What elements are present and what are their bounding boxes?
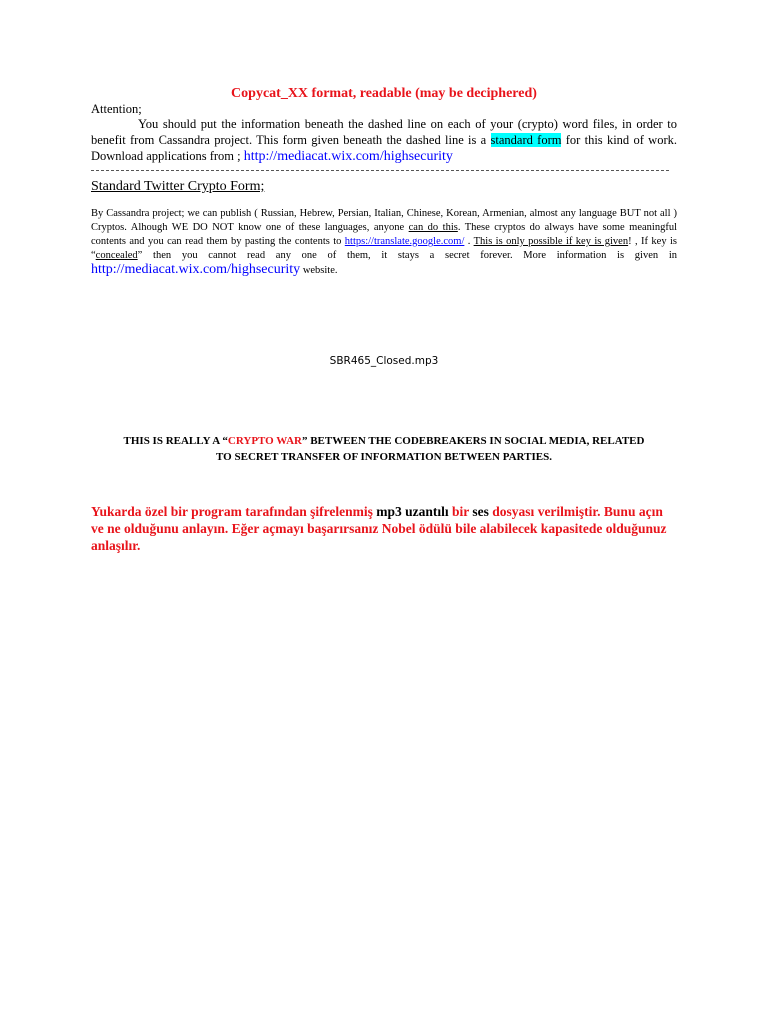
download-link[interactable]: http://mediacat.wix.com/highsecurity xyxy=(243,149,453,164)
document-title: Copycat_XX format, readable (may be deciphered) xyxy=(231,86,537,101)
can-do-this-text: can do this xyxy=(408,222,458,233)
intro-text-b: for this kind of work. Download applications from ; xyxy=(91,133,677,163)
cassandra-text-b: . These cryptos do always have some meaningful contents and you can read them by pasting the contents to xyxy=(91,222,677,247)
cassandra-text-e: ” then you cannot read any one of them, it stays a secret forever. More information is given in xyxy=(137,250,677,261)
war-text-before: THIS IS REALLY A “ xyxy=(123,435,228,447)
cassandra-text-d: ! , If key is “ xyxy=(91,236,678,261)
key-given-text: This is only possible if key is given xyxy=(473,236,629,247)
turkish-text-a: Yukarda özel bir program tarafından şifrelenmiş xyxy=(91,504,377,519)
war-text-after: ” BETWEEN THE CODEBREAKERS IN SOCIAL MEDIA, RELATED TO SECRET TRANSFER OF INFORMATION BETWEEN PARTIES. xyxy=(216,435,645,463)
crypto-war-highlight: CRYPTO WAR xyxy=(227,435,302,447)
intro-text-a: You should put the information beneath the dashed line on each of your (crypto) word files, in order to benefit from Cassandra project. This form given beneath the dashed line is a xyxy=(91,117,677,147)
cassandra-text-a: By Cassandra project; we can publish ( Russian, Hebrew, Persian, Italian, Chinese, Korean, Armenian, almost any language BUT not all ) Cryptos. Alhough WE DO NOT know one of these languages, anyone xyxy=(91,208,677,233)
turkish-paragraph xyxy=(91,503,677,554)
crypto-war-notice xyxy=(120,433,648,465)
attachment-filename: SBR465_Closed.mp3 xyxy=(329,355,439,367)
cassandra-text-f: website. xyxy=(300,265,338,276)
standard-form-highlight: standard form xyxy=(490,133,562,147)
cassandra-text-c: . xyxy=(464,236,474,247)
turkish-text-e: dosyası verilmiştir. Bunu açın ve ne olduğunu anlayın. Eğer açmayı başarırsanız Nobel ödülü bile alabilecek kapasitede olduğunuz anlaşılır. xyxy=(91,504,667,553)
dashed-divider xyxy=(91,170,669,171)
turkish-text-c: bir xyxy=(448,504,473,519)
intro-paragraph xyxy=(91,116,677,165)
ses-text: ses xyxy=(472,504,489,519)
cassandra-paragraph xyxy=(91,207,677,278)
concealed-text: concealed xyxy=(95,250,138,261)
attention-label: Attention; xyxy=(91,102,142,116)
highsecurity-link[interactable]: http://mediacat.wix.com/highsecurity xyxy=(91,262,301,277)
translate-link[interactable]: https://translate.google.com/ xyxy=(344,236,465,247)
mp3-extension-text: mp3 uzantılı xyxy=(376,504,449,519)
form-subheading: Standard Twitter Crypto Form; xyxy=(91,179,265,194)
